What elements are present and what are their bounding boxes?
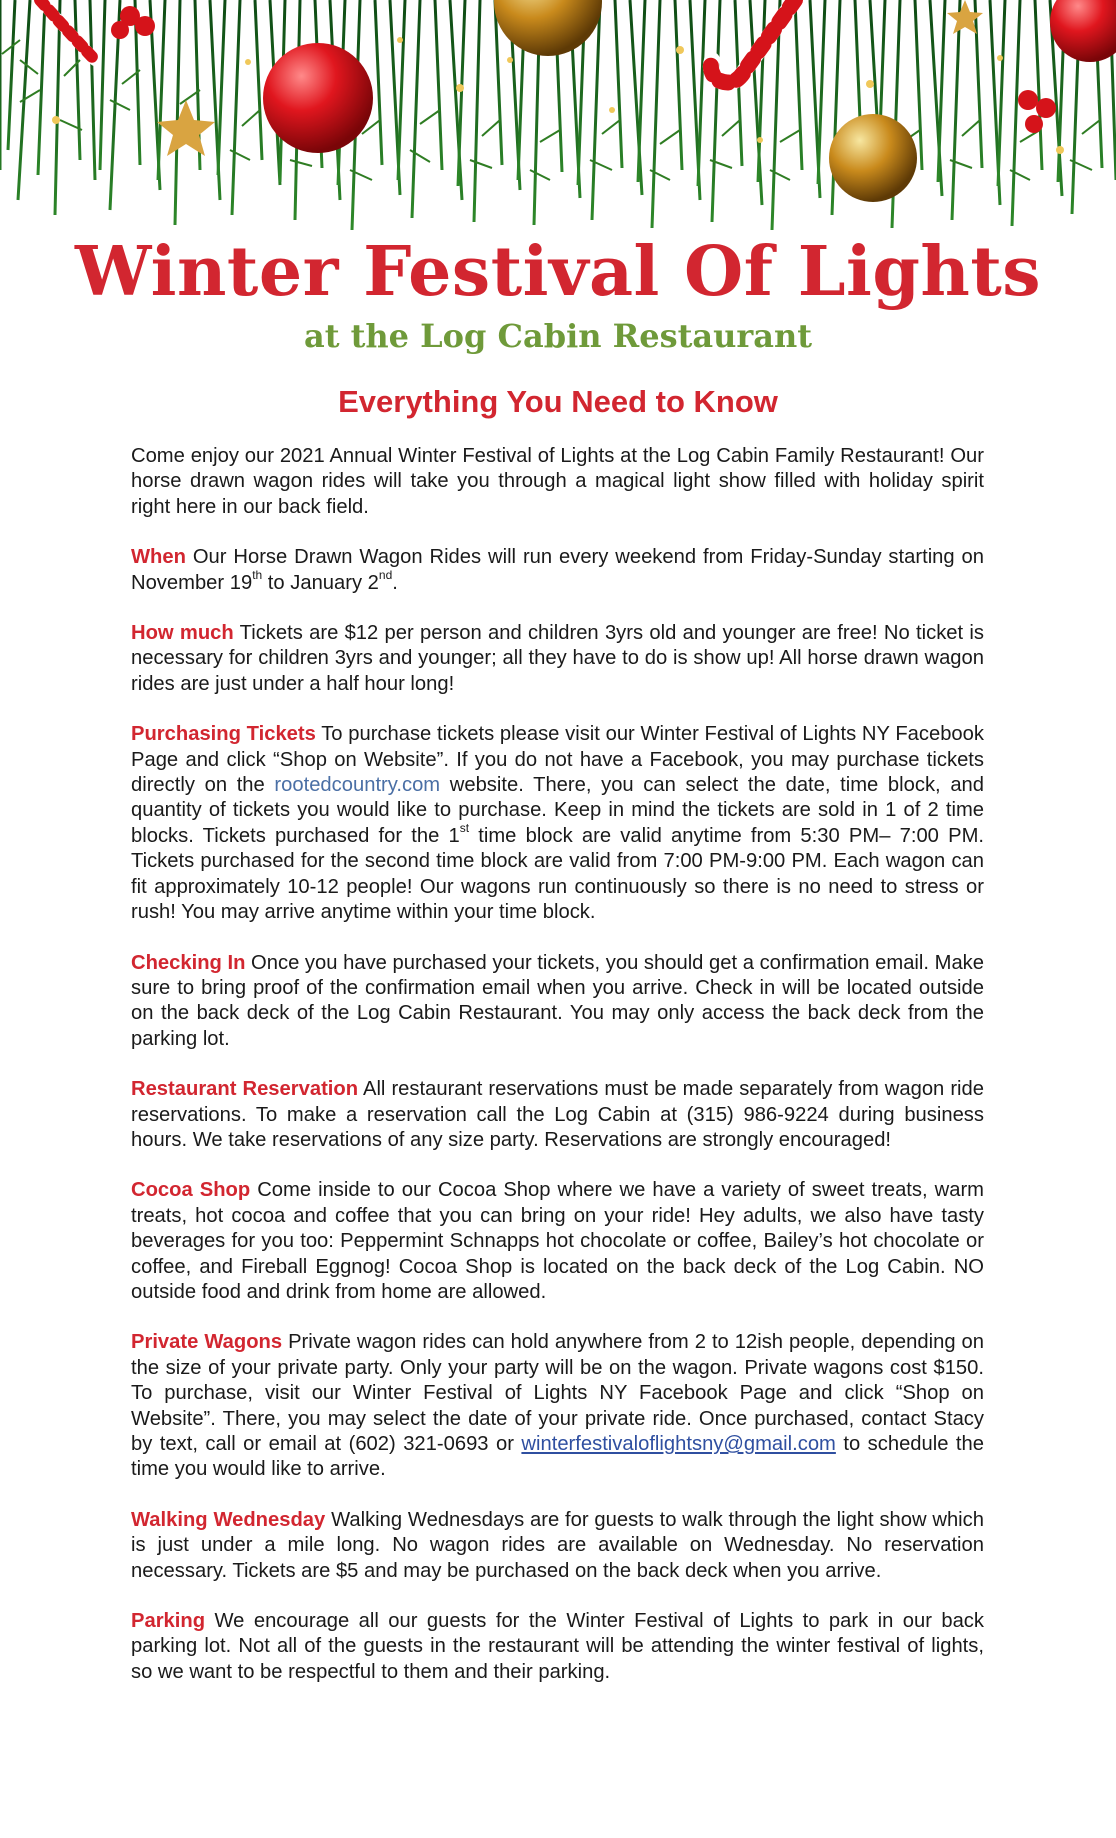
reservation-label: Restaurant Reservation (131, 1078, 359, 1101)
gold-star (157, 100, 215, 156)
how-much-text: Tickets are $12 per person and children 3yrs old and younger are free! No ticket is necessary for children 3yrs and younger; all they have to do is show up! All horse drawn wagon rides are just under a half hour long! (131, 622, 984, 695)
walking-wednesday-paragraph (131, 1508, 984, 1584)
checking-in-paragraph (131, 951, 984, 1053)
when-label: When (131, 546, 186, 569)
page-title: Winter Festival Of Lights (74, 232, 1042, 312)
when-text-c: . (392, 571, 398, 594)
private-wagons-text-b: to schedule the time you would like to arrive. (131, 1433, 984, 1481)
how-much-paragraph (131, 621, 984, 697)
cocoa-label: Cocoa Shop (131, 1179, 251, 1202)
reservation-text: All restaurant reservations must be made separately from wagon ride reservations. To make a reservation call the Log Cabin at (315) 986-9224 during business hours. We take reservations of any size party. Reservations are strongly encouraged! (131, 1078, 984, 1151)
checking-in-text: Once you have purchased your tickets, you should get a confirmation email. Make sure to bring proof of the confirmation email when you arrive. Check in will be located outside on the back deck of the Log Cabin Restaurant. You may only access the back deck from the parking lot. (131, 951, 984, 1050)
purchasing-sup: st (459, 821, 470, 836)
red-ornament (1050, 0, 1116, 62)
gold-ornament (829, 114, 917, 202)
reservation-paragraph (131, 1077, 984, 1153)
email-link[interactable]: winterfestivaloflightsny@gmail.com (521, 1433, 836, 1455)
parking-label: Parking (131, 1610, 206, 1633)
when-text-a: Our Horse Drawn Wagon Rides will run every weekend from Friday-Sunday starting on November 19 (131, 546, 984, 594)
parking-text: We encourage all our guests for the Winter Festival of Lights to park in our back parking lot. Not all of the guests in the restaurant will be attending the winter festival of lights, so we want to be respectful to them and their parking. (131, 1610, 984, 1683)
walking-wednesday-label: Walking Wednesday (131, 1508, 326, 1531)
pine-garland-banner (0, 0, 1116, 240)
red-ornament (263, 43, 373, 153)
when-sup-b: nd (378, 567, 393, 582)
when-sup-a: th (252, 567, 263, 582)
parking-paragraph (131, 1609, 984, 1685)
rootedcountry-link[interactable]: rootedcountry.com (274, 774, 441, 797)
cocoa-paragraph (131, 1178, 984, 1305)
checking-in-label: Checking In (131, 951, 246, 974)
private-wagons-label: Private Wagons (131, 1331, 283, 1354)
purchasing-text-c: time block are valid anytime from 5:30 PM– 7:00 PM. Tickets purchased for the second time block are valid from 7:00 PM-9:00 PM. Each wagon can fit approximately 10-12 people! Our wagons run continuously so there is no need to stress or rush! You may arrive anytime within your time block. (131, 824, 984, 924)
section-heading: Everything You Need to Know (338, 384, 778, 419)
info-content (131, 444, 984, 1685)
walking-wednesday-text: Walking Wednesdays are for guests to walk through the light show which is just under a mile long. No wagon rides are available on Wednesday. No reservation necessary. Tickets are $5 and may be purchased on the back deck when you arrive. (131, 1508, 984, 1582)
purchasing-text-a: To purchase tickets please visit our Winter Festival of Lights NY Facebook Page and click “Shop on Website”. If you do not have a Facebook, you may purchase tickets directly on the (131, 723, 984, 797)
red-berries (1018, 90, 1038, 110)
when-paragraph (131, 545, 984, 596)
private-wagons-text-a: Private wagon rides can hold anywhere from 2 to 12ish people, depending on the size of your private party. Only your party will be on the wagon. Private wagons cost $150. To purchase, visit our Winter Festival of Lights NY Facebook Page and click “Shop on Website”. There, you may select the date of your private ride. Once purchased, contact Stacy by text, call or email at (602) 321-0693 or (131, 1331, 984, 1455)
cocoa-text: Come inside to our Cocoa Shop where we have a variety of sweet treats, warm treats, hot cocoa and coffee that you can bring on your ride! Hey adults, we also have tasty beverages for you too: Peppermint Schnapps hot chocolate or coffee, Bailey’s hot chocolate or coffee, and Fireball Eggnog! Cocoa Shop is located on the back deck of the Log Cabin. NO outside food and drink from home are allowed. (131, 1179, 984, 1303)
private-wagons-paragraph (131, 1330, 984, 1482)
purchasing-text-b: website. There, you can select the date, time block, and quantity of tickets you would like to purchase. Keep in mind the tickets are sold in 1 of 2 time blocks. Tickets purchased for the 1 (131, 774, 984, 847)
how-much-label: How much (131, 622, 234, 645)
purchasing-paragraph (131, 722, 984, 925)
intro-paragraph: Come enjoy our 2021 Annual Winter Festival of Lights at the Log Cabin Family Restaurant! Our horse drawn wagon rides will take you through a magical light show filled with holiday spirit right here in our back field. (131, 445, 984, 518)
gold-ornament (494, 0, 602, 56)
page-subtitle: at the Log Cabin Restaurant (303, 317, 813, 355)
purchasing-label: Purchasing Tickets (131, 723, 316, 746)
when-text-b: to January 2 (262, 571, 379, 594)
